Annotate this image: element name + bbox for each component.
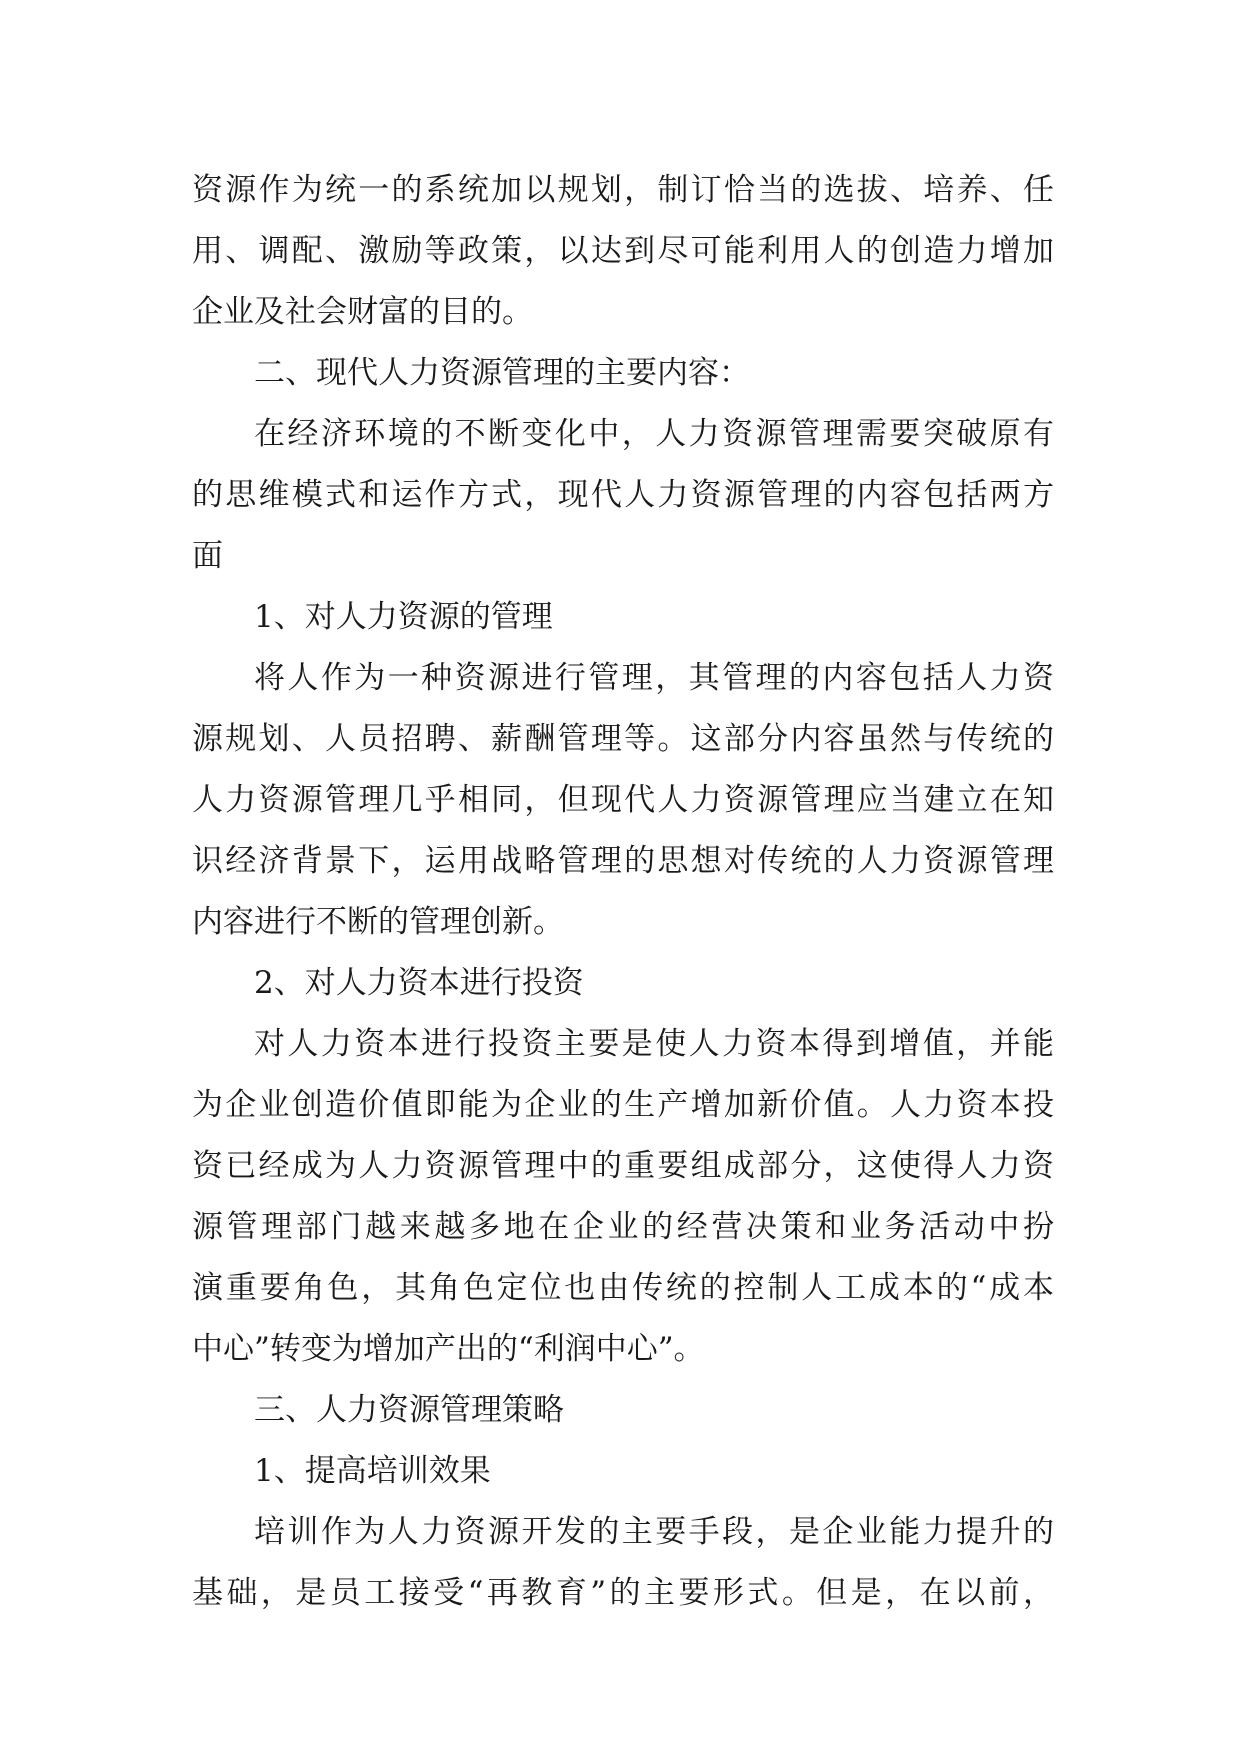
paragraph-line: 为企业创造价值即能为企业的生产增加新价值。人力资本投 [192,1087,1054,1123]
paragraph-line: 将人作为一种资源进行管理，其管理的内容包括人力资 [254,660,1054,696]
paragraph-line: 面 [192,538,223,574]
paragraph-line: 在经济环境的不断变化中，人力资源管理需要突破原有 [254,416,1054,452]
paragraph-line: 企业及社会财富的目的。 [192,294,533,330]
paragraph-line: 基础，是员工接受“再教育”的主要形式。但是，在以前， [192,1575,1054,1611]
paragraph-line: 内容进行不断的管理创新。 [192,904,564,940]
subsection-heading: 2、对人力资本进行投资 [254,965,584,1001]
paragraph-line: 演重要角色，其角色定位也由传统的控制人工成本的“成本 [192,1270,1054,1306]
paragraph-line: 源规划、人员招聘、薪酬管理等。这部分内容虽然与传统的 [192,721,1054,757]
paragraph-line: 资已经成为人力资源管理中的重要组成部分，这使得人力资 [192,1148,1054,1184]
subsection-heading: 1、提高培训效果 [254,1453,491,1489]
paragraph-line: 中心”转变为增加产出的“利润中心”。 [192,1331,705,1367]
paragraph-line: 人力资源管理几乎相同，但现代人力资源管理应当建立在知 [192,782,1054,818]
paragraph-line: 源管理部门越来越多地在企业的经营决策和业务活动中扮 [192,1209,1054,1245]
section-heading: 二、现代人力资源管理的主要内容： [254,355,750,391]
subsection-heading: 1、对人力资源的管理 [254,599,553,635]
paragraph-line: 识经济背景下，运用战略管理的思想对传统的人力资源管理 [192,843,1054,879]
paragraph-line: 培训作为人力资源开发的主要手段，是企业能力提升的 [254,1514,1054,1550]
paragraph-line: 资源作为统一的系统加以规划，制订恰当的选拔、培养、任 [192,172,1054,208]
paragraph-line: 的思维模式和运作方式，现代人力资源管理的内容包括两方 [192,477,1054,513]
section-heading: 三、人力资源管理策略 [254,1392,564,1428]
paragraph-line: 对人力资本进行投资主要是使人力资本得到增值，并能 [254,1026,1054,1062]
document-body [192,160,1054,1624]
paragraph-line: 用、调配、激励等政策，以达到尽可能利用人的创造力增加 [192,233,1054,269]
